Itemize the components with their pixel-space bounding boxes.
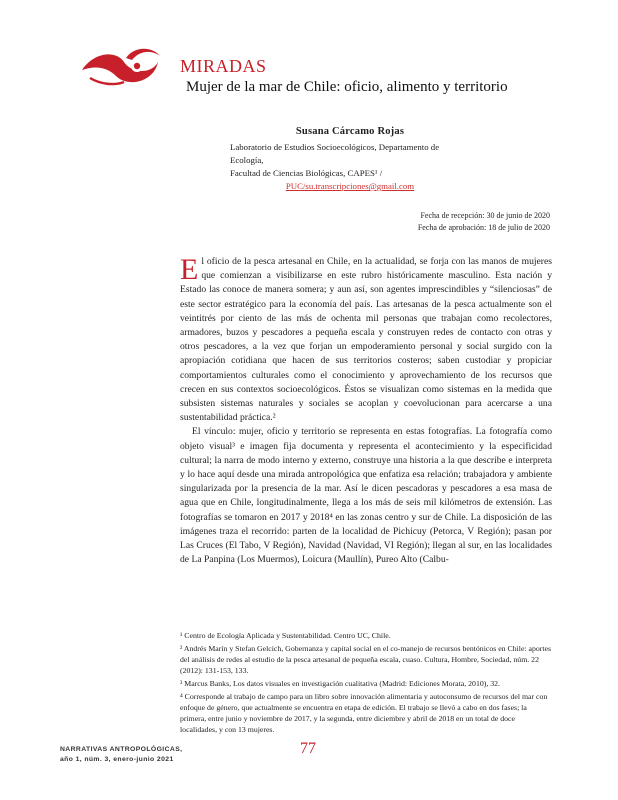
author-name: Susana Cárcamo Rojas [295, 126, 405, 137]
paragraph-text: l oficio de la pesca artesanal en Chile, en la actualidad, se forja con las manos de mujeres que comienzan a visibilizarse en este rubro históricamente masculino. Esta nación y Estado las conoce de manera somera; y aun así, son agentes imprescindibles y “silenciosas” de este sector estratégico para la economía del país. Las artesanas de la pesca actualmente son el veintitrés por ciento de las más de ochenta mil personas que trabajan como recolectores, armadores, buzos y pescadores a pequeña escala y construyen redes de contacto con otras y otros pescadores, a la vez que forjan un empoderamiento personal y social surgido con la apropiación cotidiana que hacen de sus territorios costeros; saben custodiar y propiciar comportamientos culturales como el conocimiento y aprovechamiento de los recursos que crecen en sus contextos socioecológicos. Éstos se visualizan como sistemas en la medida que subsisten sistemas naturales y sociales se acoplan y coevolucionan para acercarse a una sustentabilidad práctica.² [180, 256, 552, 424]
page-number: 77 [300, 740, 316, 757]
article-title: Mujer de la mar de Chile: oficio, alimento y territorio [186, 79, 508, 95]
drop-cap: E [180, 253, 199, 286]
author-affiliation [230, 141, 470, 193]
footnote: ² Andrés Marín y Stefan Gelcich, Gobernanza y capital social en el co-manejo de recursos bentónicos en Chile: aportes del análisis de redes al estudio de la pesca artesanal de pequeña escala, cuaso. Cultura, Hombre, Sociedad, núm. 22 (2012): 131-153, 133. [180, 644, 552, 675]
journal-logo [80, 44, 162, 90]
footnote: ¹ Centro de Ecología Aplicada y Sustentabilidad. Centro UC, Chile. [180, 631, 391, 640]
journal-issue: año 1, núm. 3, enero-junio 2021 [60, 756, 174, 763]
journal-footer [60, 745, 182, 765]
footnote: ³ Marcus Banks, Los datos visuales en investigación cualitativa (Madrid: Ediciones Morata, 2010), 32. [180, 679, 500, 688]
journal-name: NARRATIVAS ANTROPOLÓGICAS, [60, 746, 183, 753]
author-block [230, 126, 470, 193]
paragraph [180, 255, 552, 425]
article-body [180, 255, 552, 567]
footnotes [180, 630, 552, 737]
footnote: ⁴ Corresponde al trabajo de campo para un libro sobre innovación alimentaria y autoconsumo de recursos del mar con enfoque de género, que actualmente se encuentra en etapa de edición. El trabajo se llevó a cabo en dos fases; la primera, entre junio y noviembre de 2017, y la segunda, entre diciembre y abril de 2018 en un total de doce localidades, y con 13 mujeres. [180, 692, 548, 734]
article-dates [418, 210, 550, 234]
affiliation-line: Facultad de Ciencias Biológicas, CAPES¹ / [230, 168, 383, 178]
paragraph: El vínculo: mujer, oficio y territorio se representa en estas fotografías. La fotografía como objeto visual³ e imagen fija documenta y representa el acontecimiento y la especificidad cultural; la narra de modo interno y externo, construye una historia a la que describe e interpreta y lo hace aquí desde una mirada antropológica que enfatiza esa relación; trabajadora y ambiente singularizada por la presencia de la mar. Así le dicen pescadoras y pescadores a esa masa de agua que en Chile, longitudinalmente, llega a los más de seis mil kilómetros de extensión. Las fotografías se tomaron en 2017 y 2018⁴ en las zonas centro y sur de Chile. La disposición de las imágenes traza el recorrido: parten de la localidad de Pichicuy (Petorca, V Región); pasan por Las Cruces (El Tabo, V Región), Navidad (Navidad, VI Región); llegan al sur, en las localidades de La Panpina (Los Muermos), Loicura (Maullín), Pureo Alto (Calbu- [180, 426, 552, 566]
received-date: Fecha de recepción: 30 de junio de 2020 [420, 211, 550, 220]
author-email-link[interactable]: PUC/su.transcripciones@gmail.com [285, 181, 415, 191]
section-label: MIRADAS [180, 56, 267, 76]
affiliation-line: Laboratorio de Estudios Socioecológicos, Departamento de Ecología, [230, 142, 440, 165]
approved-date: Fecha de aprobación: 18 de julio de 2020 [417, 223, 550, 232]
